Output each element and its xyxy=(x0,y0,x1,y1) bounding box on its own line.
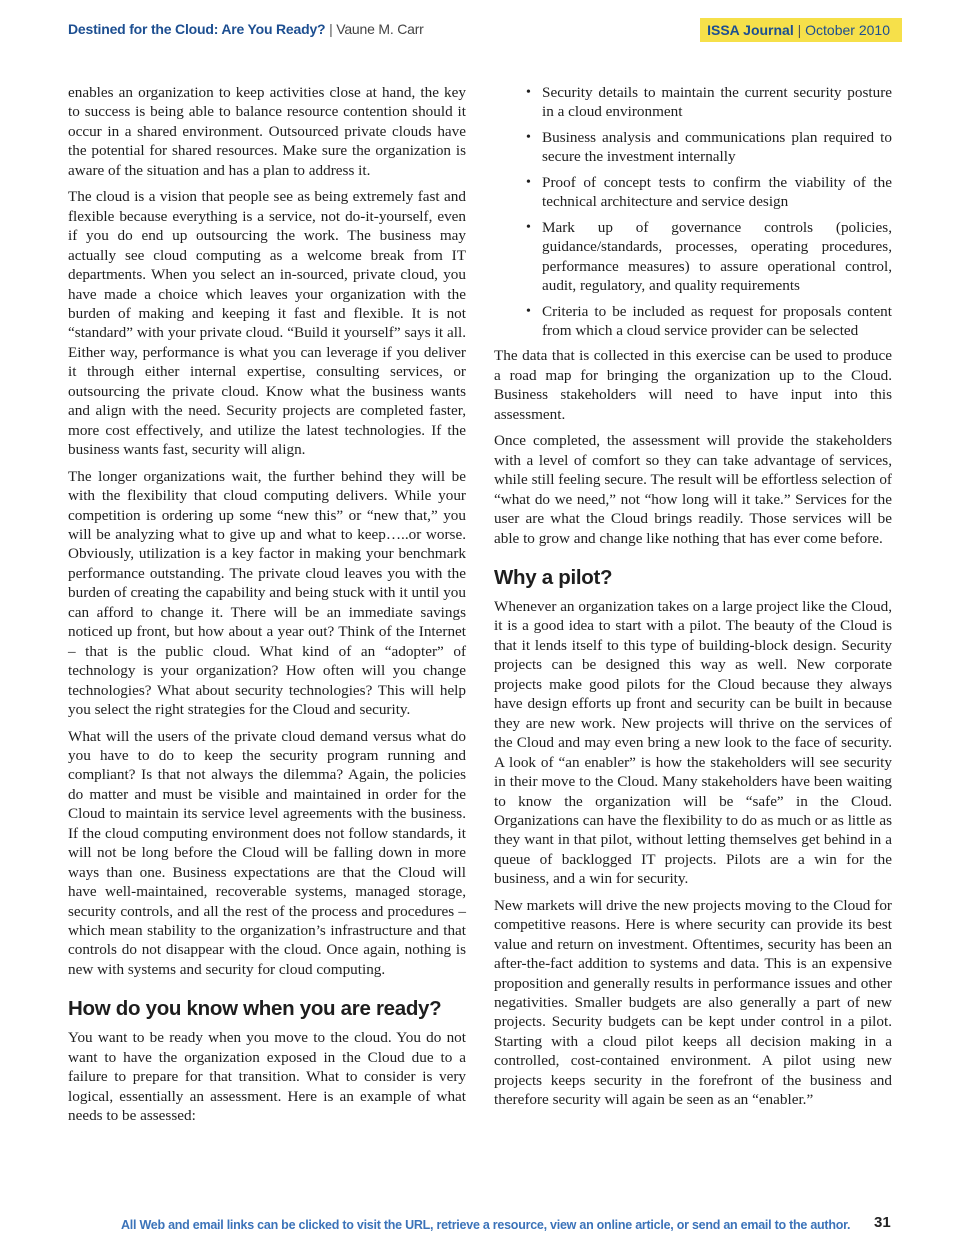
list-item-text: Business analysis and communications plan required to secure the investment internally xyxy=(542,128,892,166)
bullet-icon: • xyxy=(526,174,531,190)
body-paragraph: The cloud is a vision that people see as being extremely fast and flexible because everything is a service, not do-it-yourself, even if you do end up outsourcing the work. The business may actually see cloud computing as a welcome break from IT departments. When you select an in-sourced, private cloud, you have made a choice which leaves your organization with the burden of making and keeping it fast and flexible. It is not “standard” with your private cloud. “Build it yourself” says it all. Either way, performance is what you can leverage if you deliver it through either internal expertise, consulting services, or outsourcing the private cloud. Know what the business wants and align with the need. Security projects are completed faster, more cost effectively, and utilize the latest technologies. If the business wants fast, security will align. xyxy=(68,188,466,459)
bullet-icon: • xyxy=(526,219,531,235)
bullet-icon: • xyxy=(526,129,531,145)
footer-links-note: All Web and email links can be clicked to visit the URL, retrieve a resource, view an online article, or send an email to the author. xyxy=(121,1218,851,1232)
body-paragraph: enables an organization to keep activities close at hand, the key to success is being able to balance resource contention should it occur in a shared environment. Outsourced private clouds have the potential for shared resources. Make sure the organization is aware of the situation and has a plan to address it. xyxy=(68,84,466,179)
list-item-text: Mark up of governance controls (policies, guidance/standards, processes, operating procedures, performance measures) to assure operational control, audit, regulatory, and quality requirements xyxy=(542,218,892,295)
body-paragraph: You want to be ready when you move to the cloud. You do not want to have the organization exposed in the Cloud due to a failure to prepare for that transition. What to consider is very logical, essentially an assessment. Here is an example of what needs to be assessed: xyxy=(68,1029,466,1125)
list-item xyxy=(494,173,892,212)
header-journal-name: ISSA Journal xyxy=(707,22,794,38)
list-item xyxy=(494,218,892,296)
header-journal-badge xyxy=(700,18,902,42)
body-paragraph: The longer organizations wait, the further behind they will be with the flexibility that cloud computing delivers. While your competition is ordering up some “new this” or “new that,” you will be analyzing what to give up and what to keep…..or worse. Obviously, utilization is a key factor in making your benchmark performance outstanding. The private cloud leaves you with the burden of creating the capability and being stuck with it until you can afford to change it. There will be an immediate savings noticed up front, but how about a year out? Think of the Internet – that is the public cloud. What kind of an “adopter” of technology is your organization? How often will you change technologies? What about security technologies? This will help you select the right strategies for the Cloud and security. xyxy=(68,467,466,719)
running-header xyxy=(0,0,960,60)
body-paragraph: Once completed, the assessment will provide the stakeholders with a level of comfort so they can take advantage of services, while still feeling secure. The result will be effortless selection of “what do we need,” not “how long will it take.” Services for the user are what the Cloud brings readily. Those services will be able to grow and change like nothing that has ever come before. xyxy=(494,432,892,547)
section-heading-ready: How do you know when you are ready? xyxy=(68,997,442,1021)
header-article-title: Destined for the Cloud: Are You Ready? xyxy=(68,21,326,37)
list-item xyxy=(494,128,892,167)
list-item-text: Proof of concept tests to confirm the viability of the technical architecture and service design xyxy=(542,173,892,211)
header-issue-date: October 2010 xyxy=(805,22,890,38)
header-journal-separator: | xyxy=(793,22,806,38)
header-article-info xyxy=(68,21,424,37)
bullet-icon: • xyxy=(526,85,531,100)
list-item-text: Criteria to be included as request for proposals content from which a cloud service provider can be selected xyxy=(542,302,892,339)
body-paragraph: Whenever an organization takes on a large project like the Cloud, it is a good idea to start with a pilot. The beauty of the Cloud is that it lends itself to this type of building-block design. Security projects can be designed this way as well. New corporate projects make good pilots for the Cloud because they always have design efforts up front and security can be built in because they are new work. New projects will thrive on the services of the Cloud and may even bring a new look to the face of security. A look of “an enabler” is how the stakeholders will see security in their move to the Cloud. Many stakeholders have been waiting to know the organization will be “safe” in the Cloud. Organizations can have the flexibility to do as much or as little as they want in that pilot, without letting themselves get behind in a queue of backlogged IT projects. Pilots are a win for the business, and a win for security. xyxy=(494,597,892,888)
body-paragraph: The data that is collected in this exercise can be used to produce a road map for bringing the organization up to the Cloud. Business stakeholders will need to have input into this assessment. xyxy=(494,347,892,423)
assessment-bullet-list xyxy=(494,83,892,340)
body-paragraph: New markets will drive the new projects moving to the Cloud for competitive reasons. Here is where security can provide its best value and return on investment. Oftentimes, security has been an after-the-fact addition to systems and data. This is an expensive proposition and generally results in performance issues and other negativities. Smaller budgets are also generally a part of new projects. Security budgets can be kept under control in a pilot. Starting with a cloud pilot keeps all decision making in a controlled, cost-contained environment. A pilot using new projects keeps security in the forefront of the business and therefore security will again be seen as an “enabler.” xyxy=(494,896,892,1109)
list-item xyxy=(494,302,892,341)
bullet-icon: • xyxy=(526,303,531,319)
list-item xyxy=(494,83,892,122)
section-heading-pilot: Why a pilot? xyxy=(494,565,613,589)
header-author: Vaune M. Carr xyxy=(336,21,424,37)
page-number: 31 xyxy=(874,1214,891,1231)
body-paragraph: What will the users of the private cloud demand versus what do you have to do to keep the security program running and compliant? Is that not always the dilemma? Again, the policies do matter and must be visible and maintained in order for the Cloud to maintain its service level agreements with the business. If the cloud computing environment does not follow standards, it will not be long before the Cloud will be falling down in more ways than one. Business expectations are that the Cloud will have well-maintained, recoverable systems, managed storage, security controls, and all the rest of the process and procedures – which mean stability to the organization’s infrastructure and that controls do not disappear with the cloud. Once again, nothing is new with systems and security for cloud computing. xyxy=(68,727,466,978)
left-column xyxy=(68,83,466,1133)
right-column xyxy=(494,83,892,1117)
list-item-text: Security details to maintain the current security posture in a cloud environment xyxy=(542,84,892,121)
header-separator: | xyxy=(325,21,337,37)
